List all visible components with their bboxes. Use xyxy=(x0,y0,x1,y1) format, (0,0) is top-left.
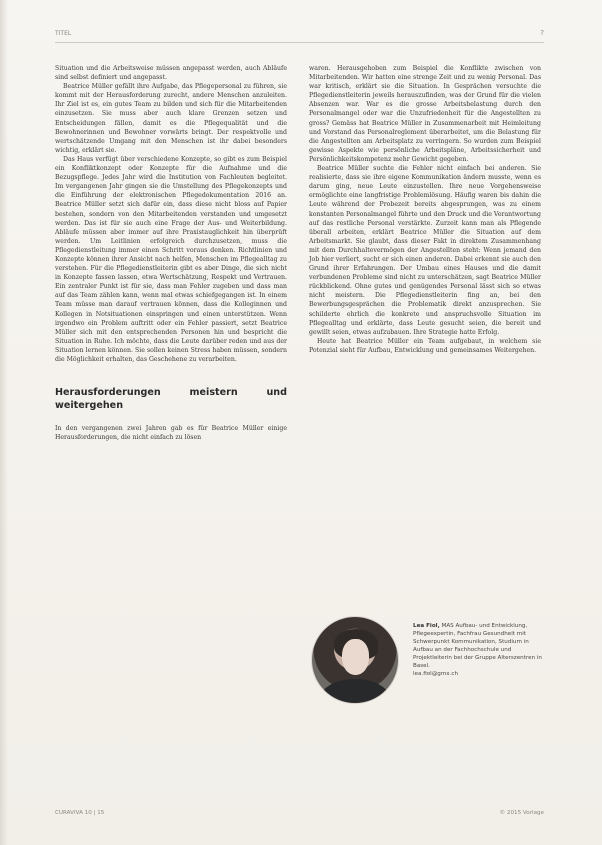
paragraph: Beatrice Müller gefällt ihre Aufgabe, das Pflegepersonal zu führen, sie kommt mit der Herausforderung zurecht, andere Menschen anzuleiten. Ihr Ziel ist es, ein gutes Team zu bilden und sich für die Mitarbeitenden einzusetzen. Sie muss aber auch klare Grenzen setzen und Entscheidungen fällen, damit es die Pflegequalität und die Bewohnerinnen und Bewohner vorwärts bringt. Der respektvolle und wertschätzende Umgang mit den Menschen ist ihr dabei besonders wichtig, erklärt sie. xyxy=(55,83,287,154)
scan-edge-shadow xyxy=(0,0,8,845)
paragraph: waren. Herausgehoben zum Beispiel die Konflikte zwischen von Mitarbeitenden. Wir hatten eine strenge Zeit und zu wenig Personal. Das war kritisch, erklärt sie die Situation. In Gesprächen versuchte die Pflegedienstleiterin jeweils herauszufinden, was der Grund für die vielen Absenzen war. War es die grosse Arbeitsbelastung durch den Personalmangel oder war die Unzufriedenheit für die Angestellten zu gross? Gemäss hat Beatrice Müller in Zusammenarbeit mit Heimleitung und Vorstand das Personalreglement überarbeitet, um die Belastung für die Angestellten am Arbeitsplatz zu verringern. So wurden zum Beispiel gewisse Aspekte wie persönliche Arbeitspläne, Arbeitssicherheit und Persönlichkeitskompetenz mehr Gewicht gegeben. xyxy=(309,65,541,163)
section-heading: Herausforderungen meistern und weitergehen xyxy=(55,387,287,412)
author-box xyxy=(309,612,549,708)
paragraph: In den vergangenen zwei Jahren gab es für Beatrice Müller einige Herausforderungen, die nicht einfach zu lösen xyxy=(55,425,287,442)
left-column xyxy=(55,64,287,442)
header-section-label: TITEL xyxy=(55,30,72,37)
paragraph: Beatrice Müller suchte die Fehler nicht einfach bei anderen. Sie realisierte, dass sie ihre eigene Kommunikation ändern musste, wenn es darum ging, neue Leute einzustellen. Ihre neue Vorgehensweise ermöglichte eine langfristige Problemlösung. Häufig waren bis dahin die Leute während der Probezeit bereits abgesprungen, was zu einem konstanten Personalmangel führte und den Druck und die Verantwortung auf das restliche Personal verstärkte. Zurzeit kann man als Pflegende überall arbeiten, erklärt Beatrice Müller die Situation auf dem Arbeitsmarkt. Sie glaubt, dass dieser Fakt in direktem Zusammenhang mit dem Durchhaltevermögen der Angestellten steht: Wenn jemand den Job hier verliert, sucht er sich einen anderen. Dabei erkennt sie auch den Grund ihrer Erfahrungen. Der Umbau eines Hauses und die damit verbundenen Probleme sind nicht zu unterschätzen, sagt Beatrice Müller rückblickend. Ohne gutes und genügendes Personal lässt sich so etwas nicht meistern. Die Pflegedienstleiterin fing an, bei den Bewerbungsgesprächen die Problematik direkt anzusprechen. Sie schilderte ehrlich die konkrete und anspruchsvolle Situation im Pflegealltag und erklärte, dass Leute gesucht seien, die bereit und gewillt seien, etwas aufzubauen. Ihre Strategie hatte Erfolg. xyxy=(309,165,541,336)
author-photo xyxy=(311,616,399,704)
paragraph: Das Haus verfügt über verschiedene Konzepte, so gibt es zum Beispiel ein Konfliktkonzept oder Konzepte für die Aufnahme und die Bezugspflege. Jedes Jahr wird die Institution von Fachleuten begleitet. Im vergangenen Jahr gingen sie die Umstellung des Pflegekonzepts und die Einführung der elektronischen Pflegedokumentation 2016 an. Beatrice Müller setzt sich dafür ein, dass diese nicht bloss auf Papier bestehen, sondern von den Mitarbeitenden verstanden und umgesetzt werden. Das ist für sie auch eine Frage der Aus- und Weiterbildung. Abläufe müssen aber immer auf ihre Praxistauglichkeit hin überprüft werden. Um Leitlinien erfolgreich durchzusetzen, muss die Pflegedienstleitung immer einen Schritt voraus denken. Richtlinien und Konzepte können ihrer Ansicht nach helfen, Menschen im Pflegealltag zu verstehen. Für die Pflegedienstleiterin gibt es aber Dinge, die sich nicht in Konzepte fassen lassen, etwa Wertschätzung, Respekt und Vertrauen. Ein zentraler Punkt ist für sie, dass man Fehler zugeben und dass man auf das Team zählen kann, wenn mal etwas schiefgegangen ist. In einem Team müsse man darauf vertrauen können, dass die Kolleginnen und Kollegen in Notsituationen einspringen und einen unterstützen. Wenn irgendwo ein Problem auftritt oder ein Fehler passiert, setzt Beatrice Müller sich mit den entsprechenden Personen hin und bespricht die Situation in Ruhe. Ich möchte, dass die Leute darüber reden und aus der Situation lernen können. Sie sollen keinen Stress haben müssen, sondern die Möglichkeit erhalten, das Geschehene zu verarbeiten. xyxy=(55,155,287,363)
header-page-number: ? xyxy=(540,29,544,37)
photo-face xyxy=(342,639,369,675)
author-description: MAS Aufbau- und Entwicklung, Pflegeexpertin, Fachfrau Gesundheit mit Schwerpunkt Kommunikation, Studium in Aufbau an der Fachhochschule und Projektleiterin bei der Gruppe Alterszentren in Basel. xyxy=(413,623,542,669)
paragraph: Heute hat Beatrice Müller ein Team aufgebaut, in welchem sie Potenzial sieht für Aufbau, Entwicklung und gemeinsames Weitergehen. xyxy=(309,337,541,354)
footer-copyright: © 2015 Vorlage xyxy=(499,810,544,816)
paragraph: Situation und die Arbeitsweise müssen angepasst werden, auch Abläufe sind selbst definiert und angepasst. xyxy=(55,65,287,82)
running-header xyxy=(55,28,544,43)
footer-publication: CURAVIVA 10 | 15 xyxy=(55,810,105,816)
photo-shoulders xyxy=(320,679,390,704)
author-email[interactable]: lea.fiol@gmx.ch xyxy=(413,671,459,677)
author-name: Lea Fiol, xyxy=(413,623,440,629)
author-bio xyxy=(413,622,545,678)
right-column xyxy=(309,64,541,355)
running-footer xyxy=(55,810,544,822)
